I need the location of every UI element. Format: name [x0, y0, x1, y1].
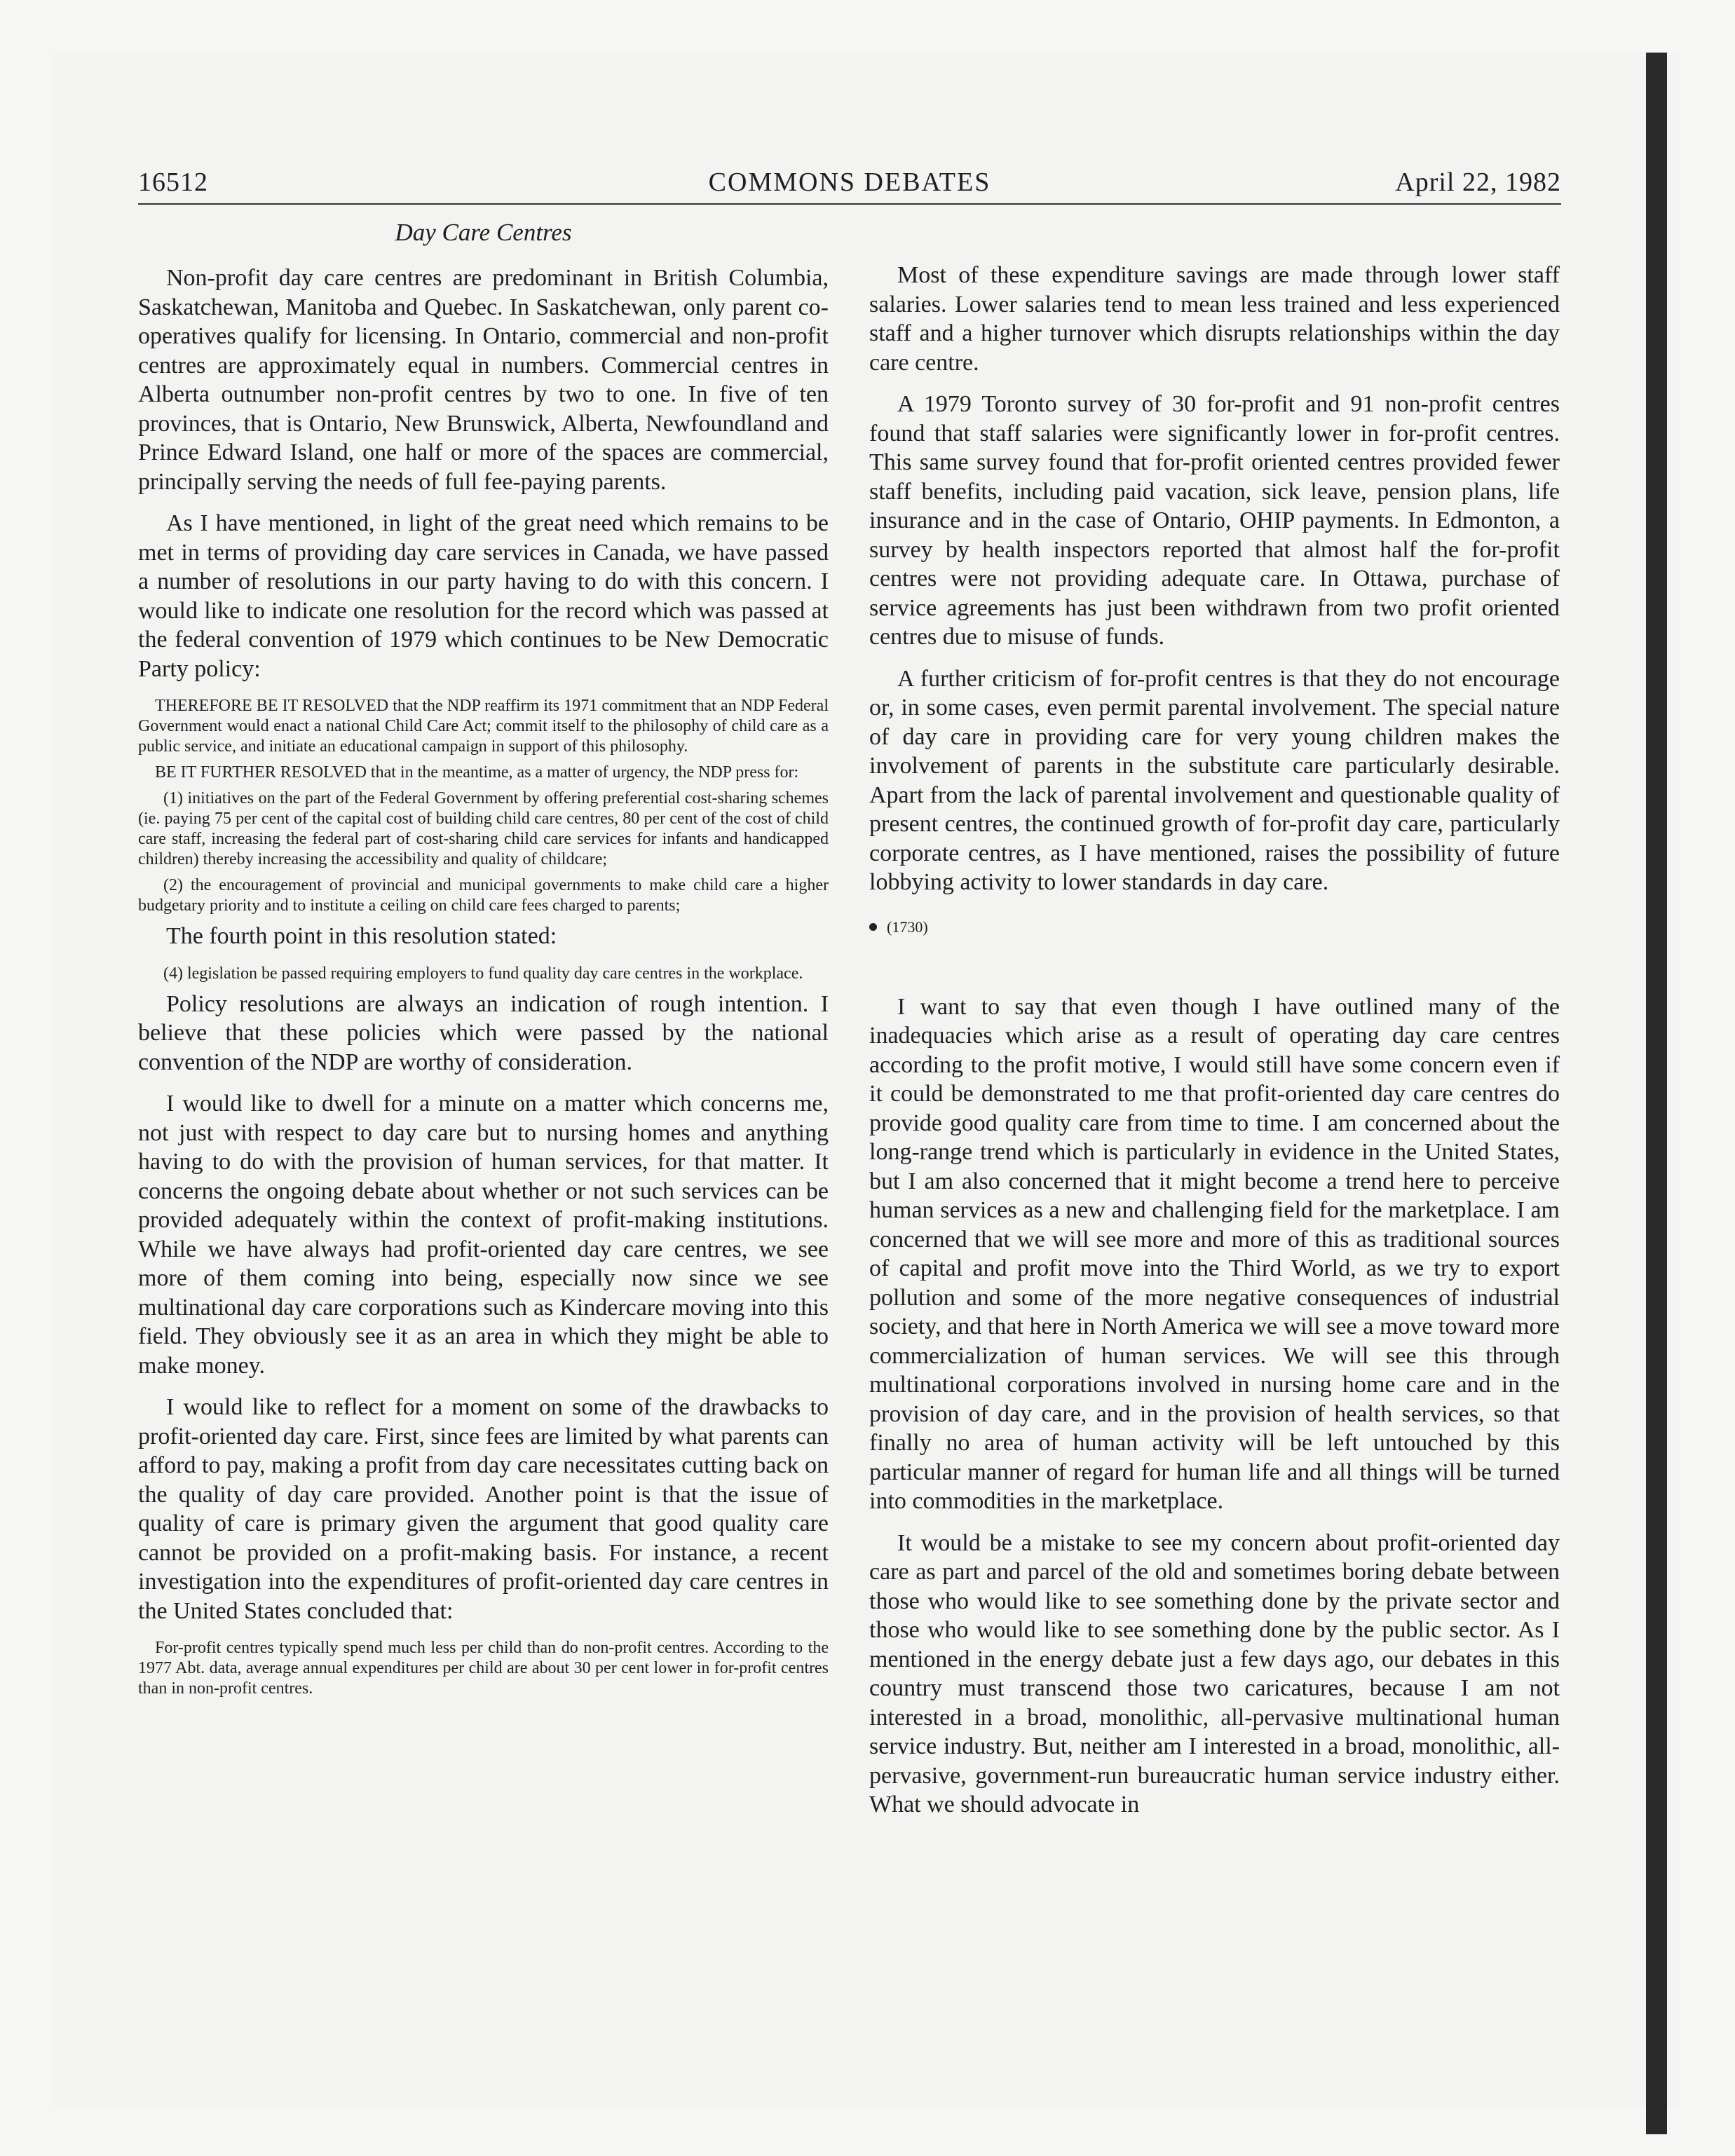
paragraph: I want to say that even though I have outlined many of the inadequacies which arise as a result of operating day care centres according to the profit motive, I would still have some concern even if it could be demonstrated to me that profit-oriented day care centres do provide good quality care from time to time. I am concerned about the long-range trend which is particularly in evidence in the United States, but I am also concerned that it might become a trend here to perceive human services as a new and challenging field for the marketplace. I am concerned that we will see more and more of this as traditional sources of capital and profit move into the Third World, as we try to export pollution and some of the more negative consequences of industrial society, and that here in North America we will see a move toward more commercialization of human services. We will see this through multinational corporations involved in nursing home care and in the provision of day care, and in the provision of health services, so that finally no area of human activity will be left untouched by this particular manner of regard for human life and all things will be turned into commodities in the marketplace.: [869, 993, 1560, 1514]
page-number: 16512: [138, 168, 208, 197]
paragraph: As I have mentioned, in light of the great need which remains to be met in terms of providing day care services in Canada, we have passed a number of resolutions in our party having to do with this concern. I would like to indicate one resolution for the record which was passed at the federal convention of 1979 which continues to be New Democratic Party policy:: [138, 510, 829, 682]
left-paragraphs: [138, 264, 829, 1699]
bullet-icon: [869, 923, 877, 931]
section-title: Day Care Centres: [395, 219, 572, 246]
paragraph: I would like to reflect for a moment on some of the drawbacks to profit-oriented day care. First, since fees are limited by what parents can afford to pay, making a profit from day care necessitates cutting back on the quality of day care provided. Another point is that the issue of quality of care is primary given the argument that good quality care cannot be provided on a profit-making basis. For instance, a recent investigation into the expenditures of profit-oriented day care centres in the United States concluded that:: [138, 1394, 829, 1624]
page-date: April 22, 1982: [1395, 168, 1561, 197]
quoted-text: BE IT FURTHER RESOLVED that in the meantime, as a matter of urgency, the NDP press for:: [155, 763, 799, 782]
header-rule: [138, 203, 1561, 205]
scan-edge-bar: [1646, 53, 1667, 2134]
paragraph: The fourth point in this resolution stated:: [166, 923, 557, 949]
resolution-item: (1) initiatives on the part of the Federal Government by offering preferential cost-sharing schemes (ie. paying 75 per cent of the capital cost of building child care centres, 80 per cent of the cost of child care staff, increasing the federal part of cost-sharing child care services for infants and handicapped children) thereby increasing the accessibility and quality of childcare;: [138, 789, 829, 868]
time-marker: [869, 918, 1560, 936]
paragraph: Policy resolutions are always an indication of rough intention. I believe that these policies which were passed by the national convention of the NDP are worthy of consideration.: [138, 990, 829, 1075]
right-paragraphs-top: [869, 261, 1560, 897]
paragraph: A 1979 Toronto survey of 30 for-profit and 91 non-profit centres found that staff salaries were significantly lower in for-profit centres. This same survey found that for-profit oriented centres provided fewer staff benefits, including paid vacation, sick leave, pension plans, life insurance and in the case of Ontario, OHIP payments. In Edmonton, a survey by health inspectors reported that almost half the for-profit centres were not providing adequate care. In Ottawa, purchase of service agreements has just been withdrawn from two profit oriented centres due to misuse of funds.: [869, 391, 1560, 650]
left-column: [138, 217, 829, 1705]
right-column: [869, 261, 1560, 1832]
paragraph: Most of these expenditure savings are made through lower staff salaries. Lower salaries tend to mean less trained and less experienced staff and a higher turnover which disrupts relationships within the day care centre.: [869, 262, 1560, 376]
resolution-item: (4) legislation be passed requiring employers to fund quality day care centres in the workplace.: [163, 964, 803, 983]
quoted-text: THEREFORE BE IT RESOLVED that the NDP reaffirm its 1971 commitment that an NDP Federal Government would enact a national Child Care Act; commit itself to the philosophy of child care as a public service, and initiate an educational campaign in support of this philosophy.: [138, 697, 829, 756]
publication-title: COMMONS DEBATES: [708, 168, 991, 197]
page-header: [138, 167, 1561, 200]
paragraph: Non-profit day care centres are predominant in British Columbia, Saskatchewan, Manitoba and Quebec. In Saskatchewan, only parent co-operatives qualify for licensing. In Ontario, commercial and non-profit centres are approximately equal in numbers. Commercial centres in Alberta outnumber non-profit centres by two to one. In five of ten provinces, that is Ontario, New Brunswick, Alberta, Newfoundland and Prince Edward Island, one half or more of the spaces are commercial, principally serving the needs of full fee-paying parents.: [138, 265, 829, 495]
time-marker-label: (1730): [887, 917, 928, 936]
paragraph: It would be a mistake to see my concern about profit-oriented day care as part and parcel of the old and sometimes boring debate between those who would like to see something done by the private sector and those who would like to see something done by the public sector. As I mentioned in the energy debate just a few days ago, our debates in this country must transcend those two caricatures, because I am not interested in a broad, monolithic, all-pervasive multinational human service industry. But, neither am I interested in a broad, monolithic, all-pervasive, government-run bureaucratic human service industry either. What we should advocate in: [869, 1529, 1560, 1817]
right-paragraphs-bottom: [869, 992, 1560, 1820]
paragraph: A further criticism of for-profit centres is that they do not encourage or, in some cases, even permit parental involvement. The special nature of day care in providing care for very young children makes the involvement of parents in the substitute care particularly desirable. Apart from the lack of parental involvement and questionable quality of present centres, the continued growth of for-profit day care, particularly corporate centres, as I have mentioned, raises the possibility of future lobbying activity to lower standards in day care.: [869, 665, 1560, 895]
paragraph: I would like to dwell for a minute on a matter which concerns me, not just with respect to day care but to nursing homes and anything having to do with the provision of human services, for that matter. It concerns the ongoing debate about whether or not such services can be provided adequately within the context of profit-making institutions. While we have always had profit-oriented day care centres, we see more of them coming into being, especially now since we see multinational day care corporations such as Kindercare moving into this field. They obviously see it as an area in which they might be able to make money.: [138, 1091, 829, 1379]
quoted-text: For-profit centres typically spend much less per child than do non-profit centres. According to the 1977 Abt. data, average annual expenditures per child are about 30 per cent lower in for-profit centres than in non-profit centres.: [138, 1639, 829, 1698]
resolution-item: (2) the encouragement of provincial and municipal governments to make child care a higher budgetary priority and to institute a ceiling on child care fees charged to parents;: [138, 876, 829, 915]
